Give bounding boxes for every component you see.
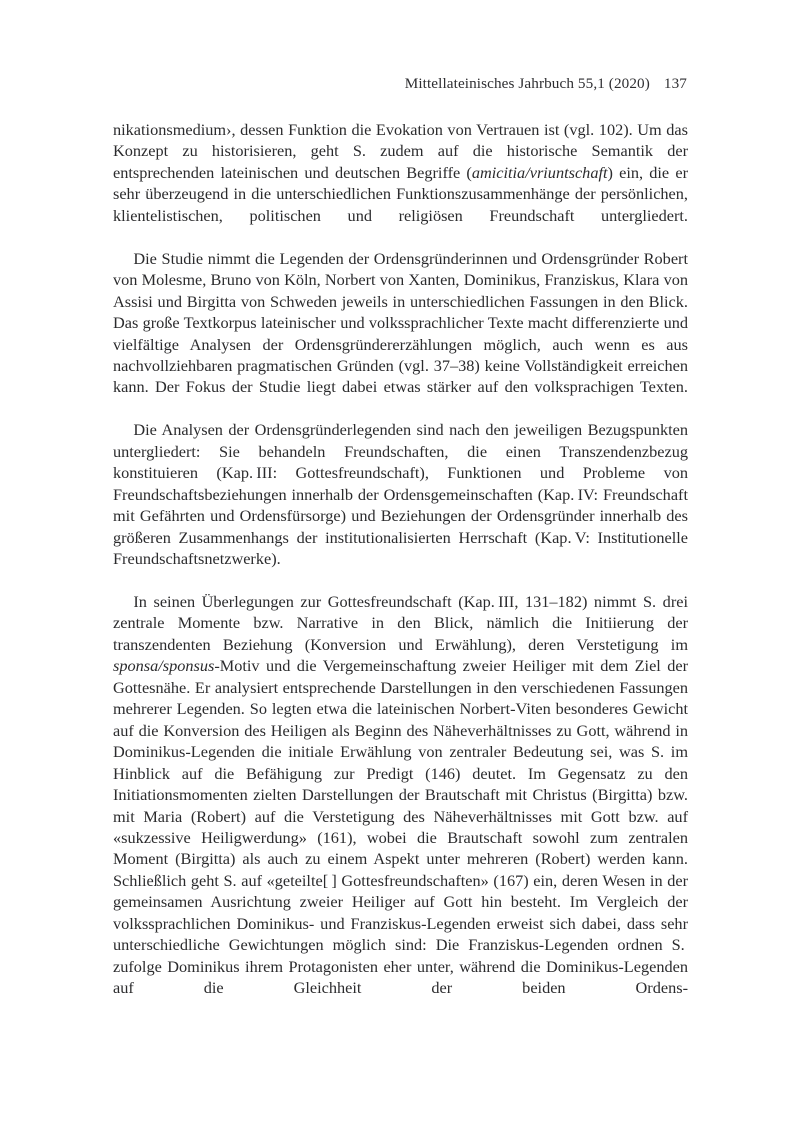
text-run: Die Analysen der Ordensgründerlegenden sind nach den jeweiligen Bezugspunkten untergliedert: Sie behandeln Freundschaften, die einen Transzendenzbezug konstituieren (Kap. III: Gottesfreundschaft), Funktionen und Probleme von Freundschaftsbeziehungen innerhalb der Ordensgemeinschaften (Kap. IV: Freundschaft mit Gefährten und Ordensfürsorge) und Beziehungen der Ordensgründer innerhalb des größeren Zusammenhangs der institutionalisierten Herrschaft (Kap. V: Institutionelle Freundschaftsnetzwerke). — [113, 420, 688, 569]
running-header — [113, 74, 687, 94]
paragraph-continuation — [113, 119, 688, 248]
text-run: -Motiv und die Vergemeinschaftung zweier Heiliger mit dem Ziel der Gottesnähe. Er analysiert entsprechende Darstellungen in den verschiedenen Fassungen mehrerer Legenden. So legten etwa die lateinischen Norbert-Viten besonderes Gewicht auf die Konversion des Heiligen als Beginn des Näheverhältnisses zu Gott, während in Dominikus-Legenden die initiale Erwählung von zentraler Bedeutung sei, was S. im Hinblick auf die Befähigung zur Predigt (146) deutet. Im Gegensatz zu den Initiationsmomenten zielten Darstellungen der Brautschaft mit Christus (Birgitta) bzw. mit Maria (Robert) auf die Verstetigung des Näheverhältnisses mit Gott bzw. auf «sukzessive Heiligwerdung» (161), wobei die Brautschaft sowohl zum zentralen Moment (Birgitta) als auch zu einem Aspekt unter mehreren (Robert) werden kann. Schließlich geht S. auf «geteilte[ ] Gottesfreundschaften» (167) ein, deren Wesen in der gemeinsamen Ausrichtung zweier Heiliger auf Gott hin besteht. Im Vergleich der volkssprachlichen Dominikus- und Franziskus-Legenden erweist sich dabei, dass sehr unterschiedliche Gewichtungen möglich sind: Die Franziskus-Legenden ordnen S. zufolge Dominikus ihrem Protagonisten eher unter, während die Dominikus-Legenden auf die Gleichheit der beiden Ordens- — [113, 656, 688, 998]
text-run: ) ein, die er sehr überzeugend in die unterschiedlichen Funktionszusammenhänge der persönlichen, klientelistischen, politischen und religiösen Freundschaft untergliedert. — [113, 162, 688, 225]
paragraph-analysen — [113, 419, 688, 591]
journal-title: Mittellateinisches Jahrbuch 55,1 (2020) — [404, 75, 650, 92]
paragraph-ueberlegungen — [113, 591, 688, 1020]
text-run: In seinen Überlegungen zur Gottesfreundschaft (Kap. III, 131–182) nimmt S. drei zentrale Momente bzw. Narrative in den Blick, nämlich die Initiierung der transzendenten Beziehung (Konversion und Erwählung), deren Verstetigung im — [113, 591, 688, 654]
text-run: Die Studie nimmt die Legenden der Ordensgründerinnen und Ordensgründer Robert von Molesme, Bruno von Köln, Norbert von Xanten, Dominikus, Franziskus, Klara von Assisi und Birgitta von Schweden jeweils in unterschiedlichen Fassungen in den Blick. Das große Textkorpus lateinischer und volkssprachlicher Texte macht differenzierte und vielfältige Analysen der Ordensgründererzählungen möglich, auch wenn es aus nachvollziehbaren pragmatischen Gründen (vgl. 37–38) keine Vollständigkeit erreichen kann. Der Fokus der Studie liegt dabei etwas stärker auf den volksprachigen Texten. — [113, 248, 688, 397]
text-run: nikationsmedium›, dessen Funktion die Evokation von Vertrauen ist (vgl. 102). Um das Konzept zu historisieren, geht S. zudem auf die historische Semantik der entsprechenden lateinischen und deutschen Begriffe ( — [113, 120, 688, 182]
page-number: 137 — [663, 75, 687, 92]
body-text-block — [113, 119, 688, 1020]
italic-term: sponsa/sponsus — [113, 656, 215, 676]
paragraph-studie — [113, 248, 688, 420]
italic-term: amicitia/vriuntschaft — [471, 162, 608, 182]
